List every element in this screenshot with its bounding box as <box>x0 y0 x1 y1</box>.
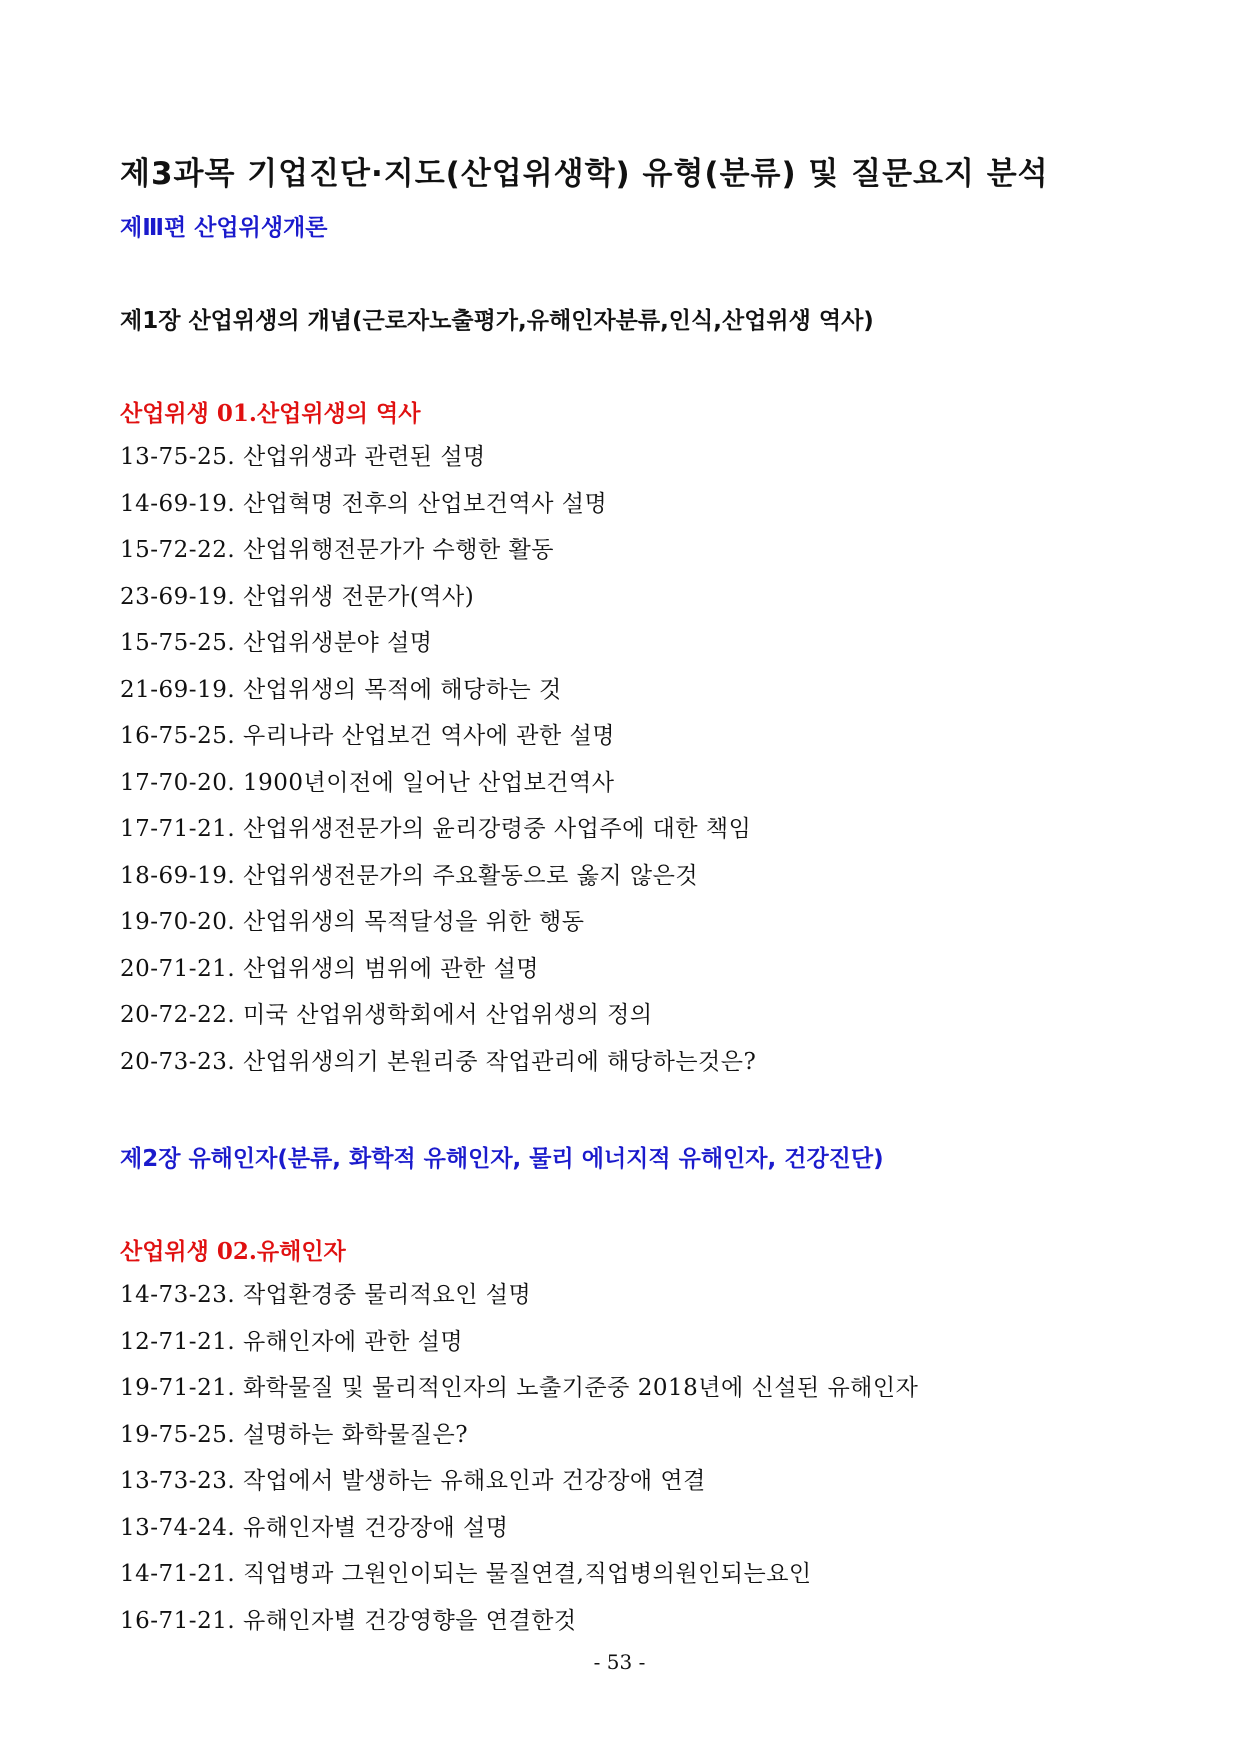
part-heading: 제Ⅲ편 산업위생개론 <box>120 215 328 241</box>
list-item: 13-74-24. 유해인자별 건강장애 설명 <box>120 1514 509 1541</box>
list-item: 12-71-21. 유해인자에 관한 설명 <box>120 1328 464 1355</box>
list-item: 20-73-23. 산업위생의기 본원리중 작업관리에 해당하는것은? <box>120 1048 757 1075</box>
list-item: 19-71-21. 화학물질 및 물리적인자의 노출기준중 2018년에 신설된 유해인자 <box>120 1375 919 1401</box>
list-item: 14-71-21. 직업병과 그원인이되는 물질연결,직업병의원인되는요인 <box>120 1561 812 1587</box>
chapter-1-heading: 제1장 산업위생의 개념(근로자노출평가,유해인자분류,인식,산업위생 역사) <box>120 308 874 334</box>
list-item: 14-73-23. 작업환경중 물리적요인 설명 <box>120 1282 532 1308</box>
list-item: 20-71-21. 산업위생의 범위에 관한 설명 <box>120 955 540 982</box>
list-item: 13-75-25. 산업위생과 관련된 설명 <box>120 444 486 470</box>
section-1-heading: 산업위생 01.산업위생의 역사 <box>120 400 421 427</box>
list-item: 19-75-25. 설명하는 화학물질은? <box>120 1421 469 1448</box>
chapter-2-question-list <box>120 1272 918 1644</box>
list-item: 16-71-21. 유해인자별 건강영향을 연결한것 <box>120 1607 577 1634</box>
page-number: - 53 - <box>593 1650 646 1674</box>
document-title: 제3과목 기업진단·지도(산업위생학) 유형(분류) 및 질문요지 분석 <box>120 156 1049 192</box>
chapter-2-heading: 제2장 유해인자(분류, 화학적 유해인자, 물리 에너지적 유해인자, 건강진단) <box>120 1146 884 1172</box>
list-item: 17-70-20. 1900년이전에 일어난 산업보건역사 <box>120 769 615 796</box>
list-item: 16-75-25. 우리나라 산업보건 역사에 관한 설명 <box>120 723 615 749</box>
list-item: 20-72-22. 미국 산업위생학회에서 산업위생의 정의 <box>120 1002 653 1028</box>
list-item: 17-71-21. 산업위생전문가의 윤리강령중 사업주에 대한 책임 <box>120 816 752 842</box>
list-item: 14-69-19. 산업혁명 전후의 산업보건역사 설명 <box>120 490 608 517</box>
list-item: 19-70-20. 산업위생의 목적달성을 위한 행동 <box>120 909 585 935</box>
list-item: 21-69-19. 산업위생의 목적에 해당하는 것 <box>120 676 562 703</box>
section-2-heading: 산업위생 02.유해인자 <box>120 1238 346 1265</box>
list-item: 13-73-23. 작업에서 발생하는 유해요인과 건강장애 연결 <box>120 1468 706 1494</box>
list-item: 18-69-19. 산업위생전문가의 주요활동으로 옳지 않은것 <box>120 862 699 889</box>
list-item: 15-75-25. 산업위생분야 설명 <box>120 630 433 656</box>
list-item: 15-72-22. 산업위행전문가가 수행한 활동 <box>120 537 554 563</box>
chapter-1-question-list <box>120 434 756 1085</box>
list-item: 23-69-19. 산업위생 전문가(역사) <box>120 583 475 610</box>
